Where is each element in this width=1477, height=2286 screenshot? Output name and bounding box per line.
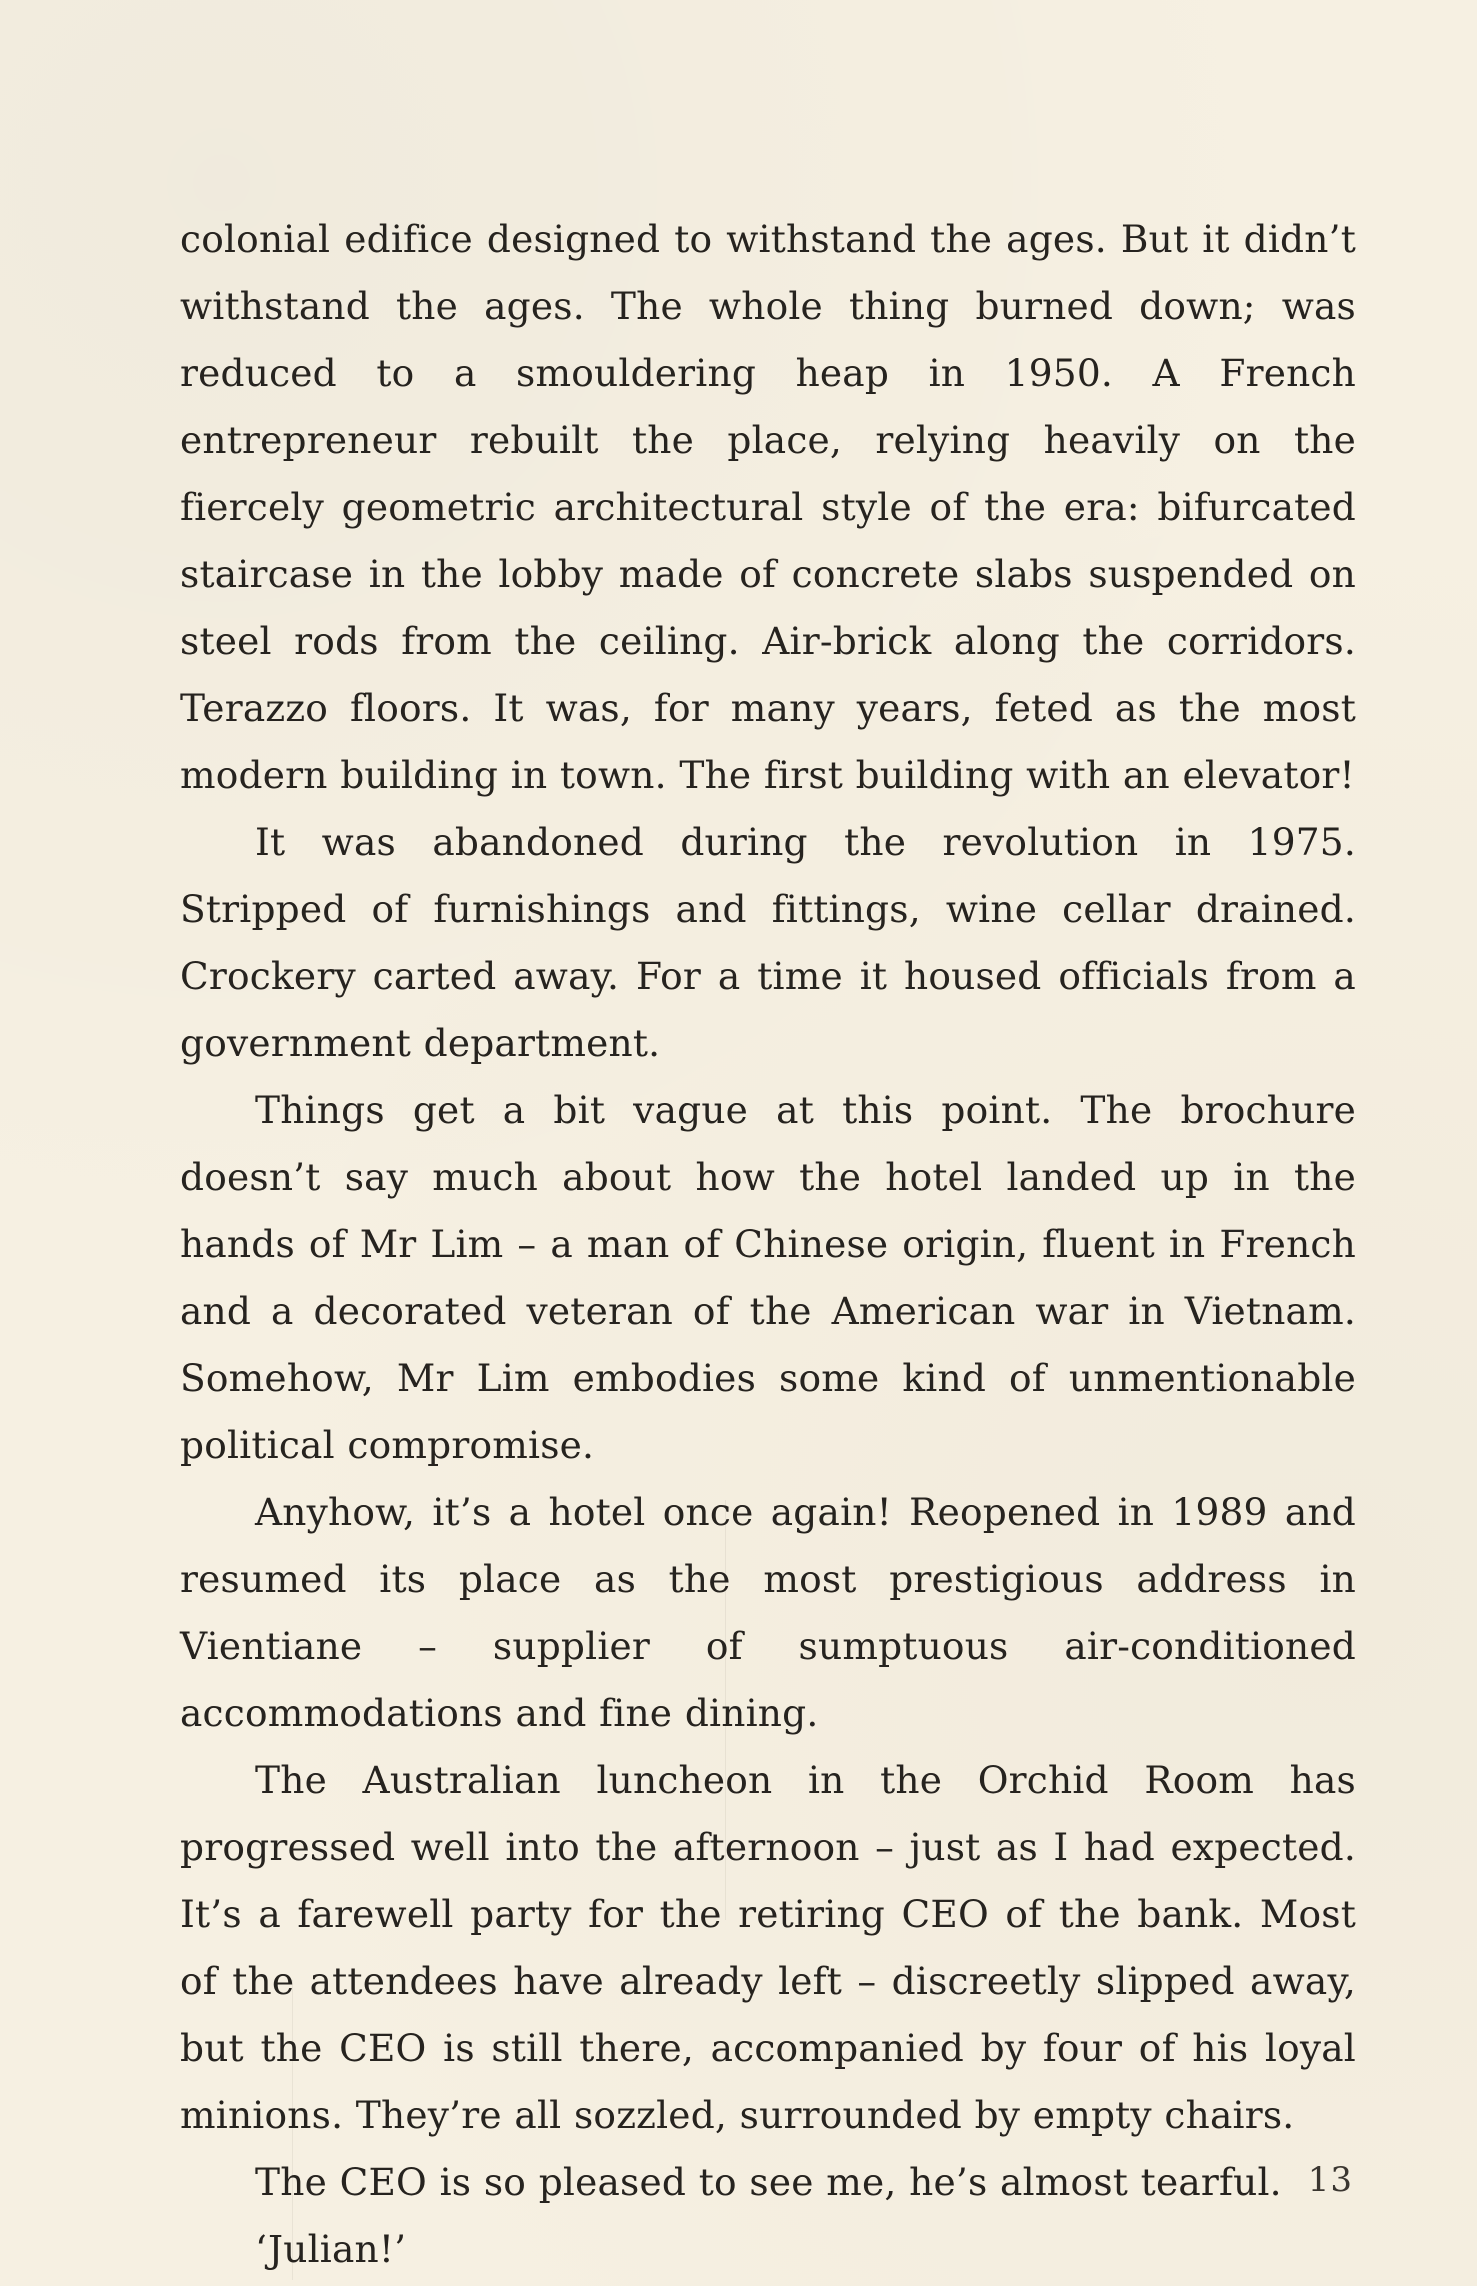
body-text [180, 206, 1356, 2283]
page-number: 13 [1307, 2160, 1353, 2200]
paragraph-reopened: Anyhow, it’s a hotel once again! Reopened in 1989 and resumed its place as the most prestigious address in Vientiane – supplier of sumptuous air-conditioned accommodations and fine dining. [180, 1490, 1356, 1735]
paragraph-revolution: It was abandoned during the revolution in 1975. Stripped of furnishings and fittings, wine cellar drained. Crockery carted away. For a time it housed officials from a government department. [180, 820, 1356, 1065]
paragraph-dialogue-julian: ‘Julian!’ [255, 2227, 407, 2271]
paragraph-luncheon: The Australian luncheon in the Orchid Room has progressed well into the afternoon – just as I had expected. It’s a farewell party for the retiring CEO of the bank. Most of the attendees have already left – discreetly slipped away, but the CEO is still there, accompanied by four of his loyal minions. They’re all sozzled, surrounded by empty chairs. [180, 1758, 1356, 2137]
paragraph-mr-lim: Things get a bit vague at this point. The brochure doesn’t say much about how the hotel landed up in the hands of Mr Lim – a man of Chinese origin, fluent in French and a decorated veteran of the American war in Vietnam. Somehow, Mr Lim embodies some kind of unmentionable political compromise. [180, 1088, 1356, 1467]
paragraph-ceo-pleased: The CEO is so pleased to see me, he’s almost tearful. [255, 2160, 1282, 2204]
paragraph-hotel-history: colonial edifice designed to withstand the ages. But it didn’t withstand the ages. The whole thing burned down; was reduced to a smouldering heap in 1950. A French entrepreneur rebuilt the place, relying heavily on the fiercely geometric architectural style of the era: bifurcated staircase in the lobby made of concrete slabs suspended on steel rods from the ceiling. Air-brick along the corridors. Terazzo floors. It was, for many years, feted as the most modern building in town. The first building with an elevator! [180, 217, 1356, 797]
